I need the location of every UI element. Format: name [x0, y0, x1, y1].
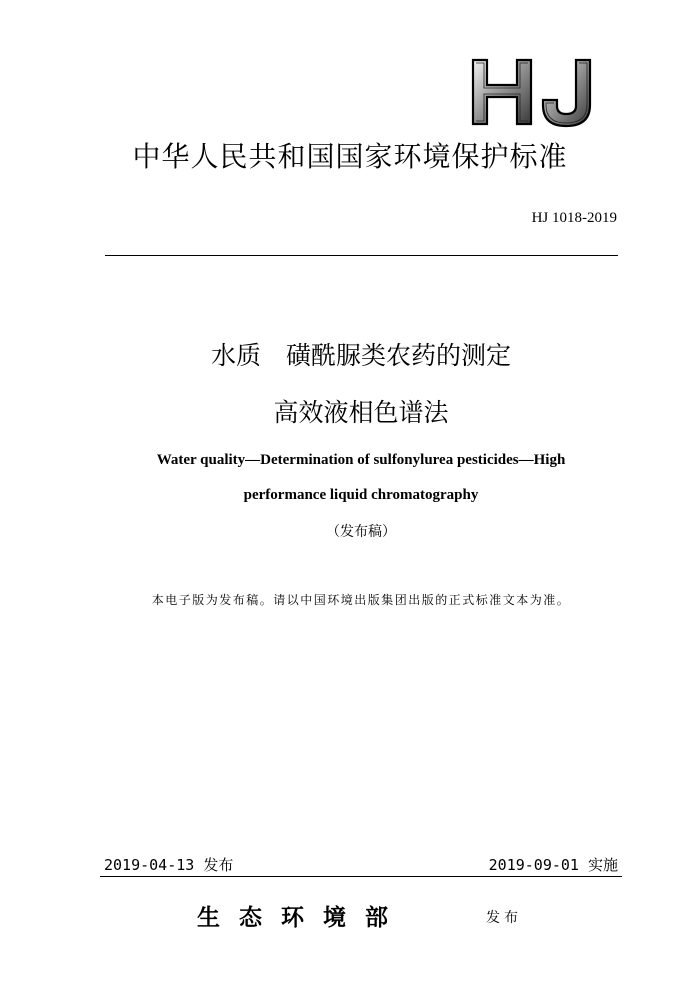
- issue-date: 2019-04-13 发布: [104, 856, 234, 874]
- draft-status: （发布稿）: [326, 524, 396, 540]
- title-zh-line2: 高效液相色谱法: [273, 398, 449, 427]
- title-en-line1: Water quality—Determination of sulfonylurea pesticides—High: [156, 452, 566, 468]
- footer-divider: [100, 876, 622, 877]
- hj-logo: [470, 56, 600, 128]
- publisher-suffix: 发布: [486, 910, 522, 926]
- title-zh-line1: 水质 磺酰脲类农药的测定: [210, 341, 511, 370]
- standard-code: HJ 1018-2019: [531, 210, 617, 226]
- header-divider: [105, 255, 618, 256]
- electronic-version-notice: 本电子版为发布稿。请以中国环境出版集团出版的正式标准文本为准。: [151, 593, 571, 607]
- effective-date: 2019-09-01 实施: [488, 856, 618, 874]
- title-en-line2: performance liquid chromatography: [243, 487, 479, 503]
- issuing-organization: 中华人民共和国国家环境保护标准: [132, 140, 568, 173]
- publisher-name: 生态环境部: [197, 904, 407, 931]
